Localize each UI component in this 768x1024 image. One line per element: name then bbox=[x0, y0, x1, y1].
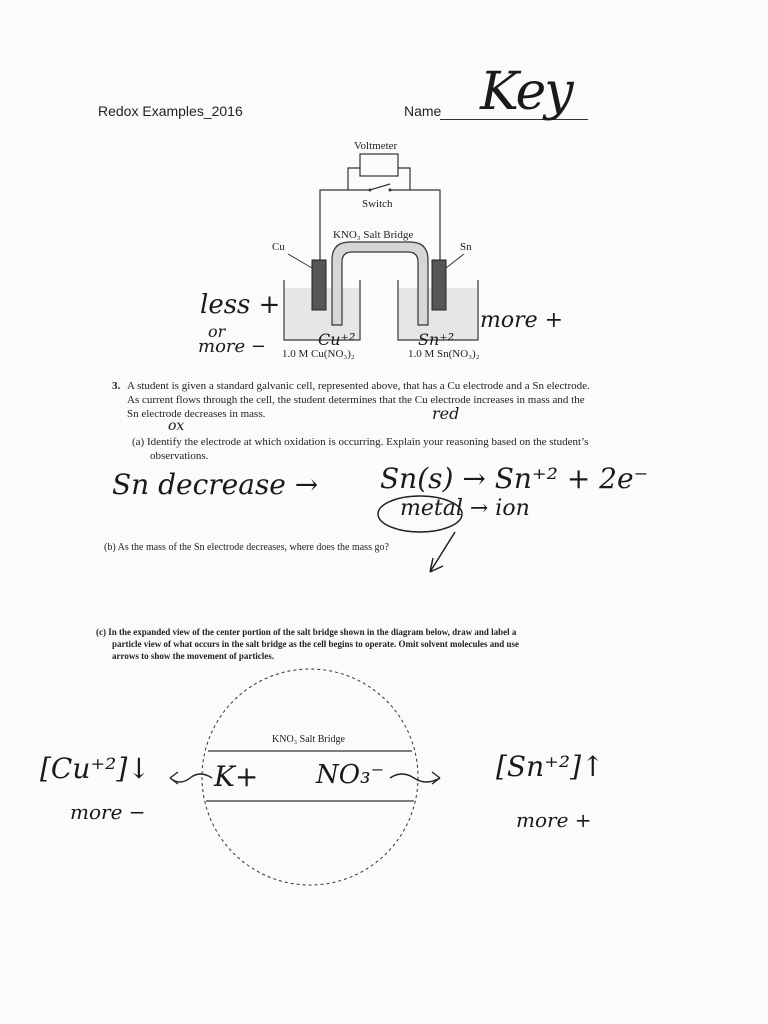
left-arrow bbox=[170, 772, 212, 784]
part-a-line-2: observations. bbox=[150, 450, 209, 462]
note-cu-ion: Cu⁺² bbox=[318, 330, 356, 349]
note-ox: ox bbox=[168, 418, 185, 434]
answer-circle-and-arrow bbox=[375, 492, 485, 582]
page-title: Redox Examples_2016 bbox=[98, 103, 243, 119]
sn-label: Sn bbox=[460, 241, 472, 253]
salt-right-ion: [Sn⁺²]↑ bbox=[496, 750, 605, 783]
switch bbox=[348, 184, 410, 190]
part-b: (b) As the mass of the Sn electrode decreases, where does the mass go? bbox=[104, 542, 389, 553]
salt-k-ion: K+ bbox=[214, 760, 259, 793]
salt-left-note: more − bbox=[70, 800, 146, 824]
answer-a-right-2: metal → ion bbox=[400, 496, 530, 521]
sn-electrode bbox=[432, 260, 446, 310]
name-label: Name bbox=[404, 103, 442, 119]
voltmeter-label: Voltmeter bbox=[354, 140, 398, 152]
left-solution-label: 1.0 M Cu(NO₃)₂ bbox=[282, 348, 355, 360]
part-c-line-3: arrows to show the movement of particles. bbox=[112, 651, 275, 661]
question-number: 3. bbox=[112, 380, 121, 392]
ion-movement-arrows bbox=[160, 764, 470, 794]
cu-label: Cu bbox=[272, 241, 285, 253]
note-red: red bbox=[432, 404, 460, 423]
note-more-negative: more − bbox=[198, 336, 266, 357]
salt-right-note: more + bbox=[516, 808, 592, 832]
part-c-line-2: particle view of what occurs in the salt bridge as the cell begins to operate. Omit solvent molecules and use bbox=[112, 639, 519, 649]
note-more-positive: more + bbox=[480, 308, 564, 333]
cu-electrode bbox=[312, 260, 326, 310]
voltmeter-box bbox=[360, 154, 398, 176]
signature: Key bbox=[480, 62, 572, 122]
salt-left-ion: [Cu⁺²]↓ bbox=[40, 752, 151, 785]
question-line-1: A student is given a standard galvanic cell, represented above, that has a Cu electrode and a Sn electrode. bbox=[127, 380, 590, 392]
salt-bridge-label: KNO₃ Salt Bridge bbox=[333, 229, 414, 241]
part-c-line-1: (c) In the expanded view of the center portion of the salt bridge shown in the diagram below, draw and label a bbox=[96, 627, 517, 637]
note-or: or bbox=[208, 322, 226, 341]
salt-no3-ion: NO₃⁻ bbox=[316, 760, 385, 790]
switch-label: Switch bbox=[362, 198, 393, 210]
answer-a-right: Sn(s) → Sn⁺² + 2e⁻ bbox=[380, 462, 649, 495]
note-less-positive: less + bbox=[200, 290, 281, 320]
right-arrow bbox=[390, 772, 440, 784]
part-a-line-1: (a) Identify the electrode at which oxidation is occurring. Explain your reasoning based on the student’s bbox=[132, 436, 589, 448]
circle-bridge-label: KNO₃ Salt Bridge bbox=[272, 734, 345, 745]
right-solution-label: 1.0 M Sn(NO₃)₂ bbox=[408, 348, 480, 360]
answer-a-left: Sn decrease → bbox=[112, 468, 319, 501]
question-line-2: As current flows through the cell, the student determines that the Cu electrode increases in mass and the bbox=[127, 394, 585, 406]
note-sn-ion: Sn⁺² bbox=[418, 330, 455, 349]
question-line-3: Sn electrode decreases in mass. bbox=[127, 408, 266, 420]
